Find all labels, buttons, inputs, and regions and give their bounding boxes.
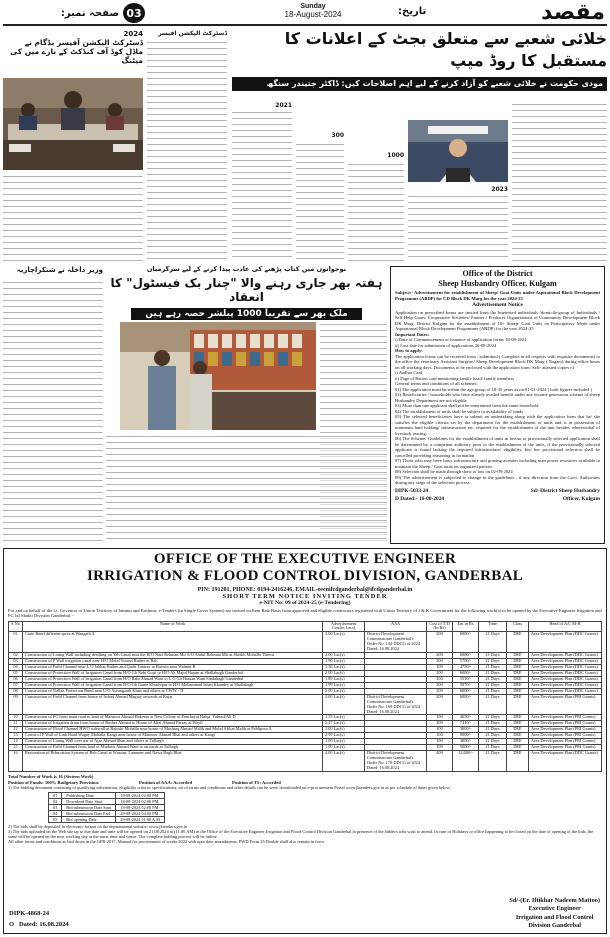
table-cell: Area Development Plan (PRI Grants) (529, 733, 602, 739)
table-cell: Crate Bund different spots at Wangath A (23, 632, 323, 653)
table-cell: Construction of Flood Channel HWO sidewall at Baloshi Mohalla near house of Mushtaq Ahmad Malik and Mohd Afiliat Malik at Pahlipora A (23, 727, 323, 733)
sheep-husbandry-advertisement (390, 266, 605, 544)
tender-position-ts: Position of TS: Accorded (232, 779, 281, 785)
table-cell: 07 (9, 682, 23, 688)
table-cell: 4.00 Lac(s) (323, 751, 365, 772)
tender-intro: For and on behalf of the Lt. Governor of Union Territory of Jammu and Kashmir, e-Tenders (in Single Cover System) are invited on Item Rate Basis from approved and eligible contractors registered with Union Territory of J & K Government for the following work(s) to be opened by the Executive Engineer Irrigation and FC Jal Shakti Division Ganderbal: - (8, 607, 602, 618)
table-cell: 15 (9, 745, 23, 751)
tender-designation: Executive Engineer (528, 905, 581, 913)
main-headline: خلائی شعبے سے متعلق بجٹ کے اعلانات کا مستقبل کا روڈ میپ (284, 29, 607, 70)
table-cell: District Development Commissioner Ganderbal's Order No: 144-DDCG of 2024 Dated: 16.08.2024 (365, 632, 427, 653)
table-cell: Area Development Plan (PRI Grants) (529, 745, 602, 751)
table-cell: 4650/- (453, 715, 479, 721)
table-cell: 100 (427, 739, 453, 745)
sheep-ad-condition-4: 04) The establishment of units shall be subject to availability of funds (395, 408, 524, 414)
column-b-figure: 300 (331, 132, 344, 139)
schedule-cell: 04 (49, 810, 62, 816)
table-cell: 21 Days (479, 739, 507, 745)
table-cell: Construction of Protection Wall of Irrigation Canal from H/O Gh Nabi Gojri to H/O Ab Majid Hajam at Shallabugh Ganderbal (23, 670, 323, 676)
tender-contact: PIN: 191201, PHONE: 0194-2416246, EMAIL-eeenifcdganderbal@ifcdganderbal.in (197, 586, 413, 593)
table-cell: 21 Days (479, 665, 507, 671)
schedule-cell: Bid submission Date End (62, 810, 116, 816)
schedule-row (49, 816, 165, 822)
table-row (9, 632, 602, 653)
sheep-ad-officer: Sheep Husbandry Officer, Kulgam (438, 278, 557, 288)
column-a-figure: 2021 (275, 102, 292, 109)
table-cell: 1.00 Lac(s) (323, 727, 365, 733)
masthead (3, 2, 607, 26)
schedule-cell: Bid opening Date (62, 816, 116, 822)
sheep-ad-doc-1: i) Aadhar Card (395, 370, 423, 376)
table-cell: District Development Commissioner Ganderbal's Order No: 169-DDCG of 2024 Dated: 16.08.2024 (365, 694, 427, 715)
tender-total-works: Total Number of Work is 16 (Sixteen Work) (8, 773, 94, 779)
table-cell: DEE (507, 745, 529, 751)
schedule-cell: 03 (49, 804, 62, 810)
table-cell: DEE (507, 632, 529, 653)
day-label: Sunday (300, 3, 326, 10)
table-cell: 09 (9, 694, 23, 715)
minister-photo (408, 120, 508, 182)
table-cell: 100 (427, 665, 453, 671)
newspaper-logo: مقصد (541, 0, 605, 25)
sheep-ad-doc-2: ii) Page of Ration card mentioning family head/ family members (395, 375, 515, 381)
column-two (147, 30, 227, 262)
tender-title-2: IRRIGATION & FLOOD CONTROL DIVISION, GANDERBAL (86, 568, 524, 585)
table-cell: 21 Days (479, 653, 507, 659)
table-cell: 200 (427, 659, 453, 665)
table-cell: Area Development Plan (DDC Grants) (529, 751, 602, 772)
table-cell: 200 (427, 653, 453, 659)
table-cell: Construction of Protection Wall of Irrigation Canal from H/O Rahi Ahmad Wani to L.O Gh Hassan Wani Sindabagh Ganderbal (23, 676, 323, 682)
table-cell: 200 (427, 670, 453, 676)
tender-footer (9, 897, 600, 930)
book-headline: ہفتہ بھر جاری رہنے والا "چنار بک فیسٹول" کا انعقاد (110, 275, 383, 305)
table-cell: 21 Days (479, 682, 507, 688)
sheep-ad-condition-2: 02) Beneficiaries / households who have already availed benefit under any income generation scheme of sheep Husbandry Department are not eligible (395, 392, 600, 403)
table-cell: 11 (9, 721, 23, 727)
tender-column-header: Time (479, 621, 507, 632)
table-cell: 03 (9, 659, 23, 665)
dateline (238, 3, 388, 19)
table-cell: 21 Days (479, 733, 507, 739)
tender-position-aaa: Position of AAA: Accorded (139, 779, 192, 785)
table-cell: Area Development Plan (PRI Grants) (529, 715, 602, 721)
table-cell: 5700/- (453, 659, 479, 665)
table-cell: 200 (427, 688, 453, 694)
tender-o-mark: O (9, 920, 15, 928)
tender-column-header: Head of A/C M-H (529, 621, 602, 632)
table-cell: District Development Commissioner Ganderbal's Order No: 170-DDCG of 2024 Dated: 16.08.2024 (365, 751, 427, 772)
schedule-cell: Publishing Date (62, 792, 116, 798)
table-cell: Area Development Plan (PRI Grants) (529, 739, 602, 745)
tender-note-1: 1) The bidding document consisting of qualifying information, eligibility criteria, specifications, set of terms and conditions and other details can be seen/ downloaded on e-procurement Portal www.jktenders.gov.in as per schedule of dates given below: (8, 785, 451, 791)
column-d-figure: 2023 (491, 186, 508, 193)
table-cell: 6000/- (453, 632, 479, 653)
schedule-cell: 18-08-2024 02:00 PM (116, 798, 165, 804)
date-caption: تاریخ: (398, 6, 427, 17)
table-cell: 08 (9, 688, 23, 694)
table-cell: 5550/- (453, 676, 479, 682)
book-kicker: نوجوانوں میں کتاب پڑھنے کی عادت پیدا کرنے کے لیے سرگرمیاں (146, 266, 347, 273)
tender-column-header: Em in Rs (453, 621, 479, 632)
schedule-cell: 18-08-2024 02:00 PM (116, 792, 165, 798)
table-cell: 1.55 Lac(s) (323, 715, 365, 721)
table-cell: Constt of P Wall of Link Road Wagay Mohalla Kangi near house of Manzoor Ahmad Bhat and others at Kangi (23, 733, 323, 739)
page-label: صفحہ نمبر: (60, 7, 119, 19)
table-cell: 05 (9, 670, 23, 676)
sheep-ad-date-1: i) Date of Commencement of issuance of application forms 18-08-2024 (395, 337, 527, 343)
table-cell: 200 (427, 694, 453, 715)
sheep-ad-footer (395, 488, 600, 494)
tender-dated: Dated: 16.08.2024 (18, 920, 69, 928)
election-headline: ڈسٹرکٹ الیکشن آفیسر بڈگام نے (24, 38, 143, 48)
tender-column-header: S No (9, 621, 23, 632)
election-subhead: ماڈل کوڈ آف کنڈکٹ کے بارے میں کی میٹنگ (10, 47, 143, 66)
table-cell: 21 Days (479, 694, 507, 715)
table-cell: 01 (9, 632, 23, 653)
table-cell: Construction of Irrigation drain from house of Basher Ahmad to House of Altaf Ahmad Parray at Wayil (23, 721, 323, 727)
tender-note-2: 2) The bids shall be deposited in electronic format on the departmental website: www.jktenders.gov.in (8, 823, 188, 829)
tender-short-notice: SHORT TERM NOTICE INVITING TENDER (222, 592, 388, 600)
table-cell: 100 (427, 727, 453, 733)
table-cell: 16 (9, 751, 23, 772)
left-lower-headline: وزیر داخلہ نے شنکراچاریہ (16, 266, 103, 274)
table-cell: 12,000/- (453, 751, 479, 772)
news-column-e (512, 102, 607, 262)
table-cell: 21 Days (479, 670, 507, 676)
left-lower-story (3, 266, 103, 544)
schedule-row (49, 804, 165, 810)
main-subhead: مودی حکومت نے خلائی شعبے کو آزاد کرنے کے لیے اہم اصلاحات کیں: ڈاکٹر جتیندر سنگھ (232, 77, 607, 91)
sheep-ad-condition-5: 05) The selected beneficiaries have to submit an undertaking along with the application form that he/ she satisfies the eligible criteria set by the department for the establishment of units and is in possession of minimum land holding/ infrastructure etc. required for the establishment of the unit besides wherewithal of livestock rearing. (395, 414, 600, 436)
table-cell: Construction of Field Channel from house of Irshad Ahmad Magray onwards at Kujar (23, 694, 323, 715)
table-cell: 06 (9, 676, 23, 682)
sheep-ad-condition-1: 01) The application must be within the age group of 18-35 years as on 01-01-2024 ( both figures included ) (395, 386, 593, 392)
table-cell: 2.47 Lac(s) (323, 721, 365, 727)
table-cell: DEE (507, 715, 529, 721)
sheep-ad-office: Office of the District (462, 269, 533, 278)
table-cell: 6000/- (453, 670, 479, 676)
table-cell: 3000/- (453, 727, 479, 733)
table-cell: DEE (507, 676, 529, 682)
tender-note-4: All other terms and conditions as laid down in the GFR-2017, Manual for procurement of works 2022 with upto date amendments, PWD Form 25 Double shall also remain in force. (8, 839, 326, 845)
table-cell: Construction of Nallah Protection Bund near U/O Aurangzaib Khan and others at CWW - II (23, 688, 323, 694)
schedule-row (49, 810, 165, 816)
table-cell: Construction of P Wall irrigation canal near H/O Mohd Yousuf Rather at Bab (23, 659, 323, 665)
table-cell: 02 (9, 653, 23, 659)
sheep-ad-howto: The application forms can be received from / submitted ( Complete in all respects with requisite documents) to the office the veterinary Assistant Surgeon/ Sheep Development Block DK Marg ( Nagam) during office hours on all working days. Documents to be enclosed with the application form: Self- attested copies of (395, 353, 600, 370)
sheep-ad-dated: D Dated:- 16-08-2024 (395, 496, 445, 503)
table-cell: 1.36 Lac(s) (323, 665, 365, 671)
table-cell: 7410/- (453, 721, 479, 727)
table-cell: 200 (427, 721, 453, 727)
table-cell: 200 (427, 682, 453, 688)
table-cell: 2.99 Lac(s) (323, 733, 365, 739)
sheep-ad-conditions-title: General terms and conditions of all schemes: (395, 381, 478, 387)
sheep-ad-footer-2 (395, 496, 600, 502)
tender-works-table (8, 621, 602, 772)
table-cell: 21 Days (479, 751, 507, 772)
table-cell: DEE (507, 721, 529, 727)
table-cell: 2.00 Lac(s) (323, 688, 365, 694)
table-cell: 5000/- (453, 745, 479, 751)
table-cell: 200 (427, 632, 453, 653)
table-cell: 100 (427, 676, 453, 682)
table-cell: Area Development Plan (DDC Grants) (529, 676, 602, 682)
tender-column-header: Name of Work (23, 621, 323, 632)
table-cell: Area Development Plan (PRI Grants) (529, 694, 602, 715)
sheep-ad-notice-title: Advertisement Notice (472, 302, 523, 309)
tender-place: Division Ganderbal (528, 921, 582, 929)
table-cell: 6000/- (453, 688, 479, 694)
table-cell: 21 Days (479, 721, 507, 727)
column-two-heading: ڈسٹرکٹ الیکشن آفیسر (158, 30, 227, 37)
table-cell: Construction of Lining Wall over nar of Ajaz Ahmad Shan and others at Tulbagh (23, 739, 323, 745)
table-cell: 21 Days (479, 745, 507, 751)
tender-position-funds: Position of Funds: 100% Budgetary Provision. (8, 779, 100, 785)
schedule-cell: 05 (49, 816, 62, 822)
table-cell: DEE (507, 653, 529, 659)
table-cell: 100 (427, 715, 453, 721)
table-cell: DEE (507, 688, 529, 694)
table-cell: 04 (9, 665, 23, 671)
schedule-cell: 28-08-2024 04:00 PM (116, 810, 165, 816)
table-cell: Construction of Lining Wall including desilting on Yeb Canal near the H/O Nazi Rehman Mir S/O Abdul Rehman Mir at Sheikh Mohalla Theeru (23, 653, 323, 659)
table-cell: Area Development Plan (DDC Grants) (529, 632, 602, 653)
tender-table-header (9, 621, 602, 632)
tender-note-3: 3) The bids uploaded on the Web site up to due date and time will be opened on 21.08.2024 at (11:00 AM) in the Office of the Executive Engineer Irrigation and Flood Control Division Ganderbal in presence of the bidders who wish to attend. In case of Holidays or office happening to be closed on the date of opening of the bids, the same will be opened on the next working day at the same time and venue. The complete bidding process will be online. (8, 828, 594, 840)
table-cell: 1.00 Lac(s) (323, 739, 365, 745)
table-cell: Construction of Protection Wall of Irrigation Canal from H/O Gh Ganie Khushipur to H/O Mohammad Ishaq Khandey at Shallabagh (23, 682, 323, 688)
tender-column-header: AAA (365, 621, 427, 632)
table-cell: 21 Days (479, 659, 507, 665)
table-cell: DEE (507, 733, 529, 739)
sheep-ad-condition-6: 06) The Scheme/ Guidelines for the establishment of units in favour or provisionally selected application shall be determined by a competent authority prior to the establishment of the units, if the provisionally selected applicant is found lacking the required infrastructure/ eligibility, his/ her provisional selection shall be cancelled providing reasoning in formation. (395, 436, 600, 458)
table-cell: 2.00 Lac(s) (323, 670, 365, 676)
table-row (9, 751, 602, 772)
table-cell: DEE (507, 694, 529, 715)
tender-enit-number: e-NIT No: 09 of 2024-25 (e-Tendering) (259, 599, 351, 606)
sheep-ad-officer-short: Officer, Kulgam (562, 496, 600, 503)
table-cell: 100 (427, 733, 453, 739)
table-cell: Restoration of Bifurcation System of Beh Canal at Wussan, Laumner and Nawa Bagh Bhat (23, 751, 323, 772)
table-cell: 1.00 Lac(s) (323, 745, 365, 751)
column-c-figure: 1000 (387, 152, 404, 159)
table-cell: Area Development Plan (PRI Grants) (529, 721, 602, 727)
schedule-cell: 29-08-2024 11:00 A.M (116, 816, 165, 822)
book-festival-story (106, 266, 387, 544)
table-row (9, 694, 602, 715)
election-kicker: 2024 (123, 30, 143, 38)
table-cell: Construction of FC from main road to land of Manzoor Ahmad Hakeem at New Colony at Panchayat Halqa. Yalmul/Ali D (23, 715, 323, 721)
table-cell: DEE (507, 682, 529, 688)
tender-column-header: Class (507, 621, 529, 632)
sheep-ad-condition-8: 08) Selection shall be made through draw of lots on 02-09-2024 (395, 469, 513, 475)
sheep-ad-dates-title: Important Dates: (395, 331, 430, 337)
table-cell: 2.00 Lac(s) (323, 632, 365, 653)
table-cell: Area Development Plan (DDC Grants) (529, 670, 602, 676)
schedule-cell: 01 (49, 792, 62, 798)
table-cell: 400 (427, 751, 453, 772)
sheep-ad-condition-7: 07) Those who may have basic infrastructure and grazing avenues including man power resources available to maintain the Sheep / Goat units on organized pattern. (395, 458, 600, 469)
table-cell: 6000/- (453, 694, 479, 715)
schedule-cell: 18-08-2024 02:00 PM (116, 804, 165, 810)
table-cell: 1.89 Lac(s) (323, 676, 365, 682)
sheep-ad-howto-title: How to apply: (395, 348, 423, 354)
table-cell: 100 (427, 745, 453, 751)
table-cell: DEE (507, 670, 529, 676)
meeting-photo (3, 78, 143, 170)
sheep-ad-subject: Subject:- Advertisement for establishment of Sheep/ Goat Units under Aspirational Block Development Programme (ABDP) for CD Block DK Marg for the year 2024-25 (395, 290, 600, 301)
election-story (3, 30, 143, 262)
table-cell: 21 Days (479, 676, 507, 682)
sheep-ad-paragraph: Application on prescribed forms are invited from the Interested individuals /domicile/group of Individuals / Self Help Goats/ Cooperative Societies/ Farmer / Producer Organizations of Community Development Block DK Marg, District Kulgam for the establishment of 10+ Sheep/ Goat Units on Participatory Mode under Aspirational Block Development Programme (ABDP) for the year 2024-25 (395, 309, 600, 332)
table-cell: 21 Days (479, 688, 507, 694)
table-cell: Area Development Plan (DDC Grants) (529, 665, 602, 671)
tender-dipk: DIPK-4868-24 (9, 910, 50, 918)
table-cell: DEE (507, 739, 529, 745)
table-cell: Area Development Plan (DDC Grants) (529, 688, 602, 694)
table-cell: Area Development Plan (DDC Grants) (529, 682, 602, 688)
page-number-box (3, 3, 145, 23)
table-cell: 21 Days (479, 632, 507, 653)
news-column-d (408, 186, 508, 262)
table-cell: DEE (507, 665, 529, 671)
table-cell: Area Development Plan (PRI Grants) (529, 727, 602, 733)
table-cell: DEE (507, 659, 529, 665)
table-cell: 2.00 Lac(s) (323, 653, 365, 659)
table-cell: 14 (9, 739, 23, 745)
tender-column-header: Advertisement Cost(in Lacs) (323, 621, 365, 632)
tender-title-1: OFFICE OF THE EXECUTIVE ENGINEER (153, 551, 457, 567)
table-cell: 5970/- (453, 682, 479, 688)
schedule-cell: Download Date Start (62, 798, 116, 804)
date-label: 18-August-2024 (284, 10, 342, 19)
table-cell: 1.99 Lac(s) (323, 682, 365, 688)
table-cell: Construction of Field Channel from land of Mudasir Ahmad Wani to onwards at Tulbagh (23, 745, 323, 751)
page-number: 03 (123, 3, 145, 23)
tender-summary (8, 774, 602, 785)
sheep-ad-dipk: DIPK-5033-24 (395, 487, 429, 494)
tender-column-header: Cost of T/D (In Rs) (427, 621, 453, 632)
table-cell: 3000/- (453, 739, 479, 745)
table-cell: 4750/- (453, 665, 479, 671)
table-cell: 13 (9, 733, 23, 739)
table-cell: 9000/- (453, 733, 479, 739)
table-cell: 10 (9, 715, 23, 721)
table-cell: Construction of Field Channel near L.O Jabbar Rather and Qadir Tantray to Barwin near Wahnin B (23, 665, 323, 671)
table-cell: 21 Days (479, 727, 507, 733)
tender-division: Irrigation and Flood Control (515, 913, 594, 921)
sheep-ad-date-2: ii) Last date for submission of applications 26-08-2024 (395, 342, 497, 348)
news-column-a (232, 102, 292, 262)
table-cell: 2.00 Lac(s) (323, 694, 365, 715)
space-story-headline-block (232, 28, 607, 98)
table-cell: 1.90 Lac(s) (323, 659, 365, 665)
tender-advertisement (3, 548, 607, 934)
book-fair-photo (120, 322, 316, 430)
news-column-c (348, 102, 404, 262)
table-cell: DEE (507, 727, 529, 733)
table-cell: Area Development Plan (DDC Grants) (529, 659, 602, 665)
tender-schedule-table (48, 792, 165, 823)
table-cell: 6000/- (453, 653, 479, 659)
table-cell: 21 Days (479, 715, 507, 721)
table-cell: DEE (507, 751, 529, 772)
table-cell: Area Development Plan (DDC Grants) (529, 653, 602, 659)
schedule-cell: 02 (49, 798, 62, 804)
tender-signature: Sd/-(Er. Iftikhar Nadeem Mattoo) (509, 897, 600, 905)
sheep-ad-condition-3: 03) More than one applicant shall not be entertained from the same household (395, 403, 539, 409)
news-column-b (296, 102, 344, 262)
sheep-ad-signature: Sd/-District Sheep Husbandry (530, 487, 600, 494)
schedule-cell: Bid submission Date Start (62, 804, 116, 810)
sheep-ad-condition-9: 09) The advertisement is subjected to change in the guidelines , if any direction from the Govt. Authorities during any stage of the selection process. (395, 474, 600, 486)
book-subhead: ملک بھر سے تقریباً 1000 پبلشر حصہ رہے ہیں (131, 308, 362, 321)
table-cell: 12 (9, 727, 23, 733)
